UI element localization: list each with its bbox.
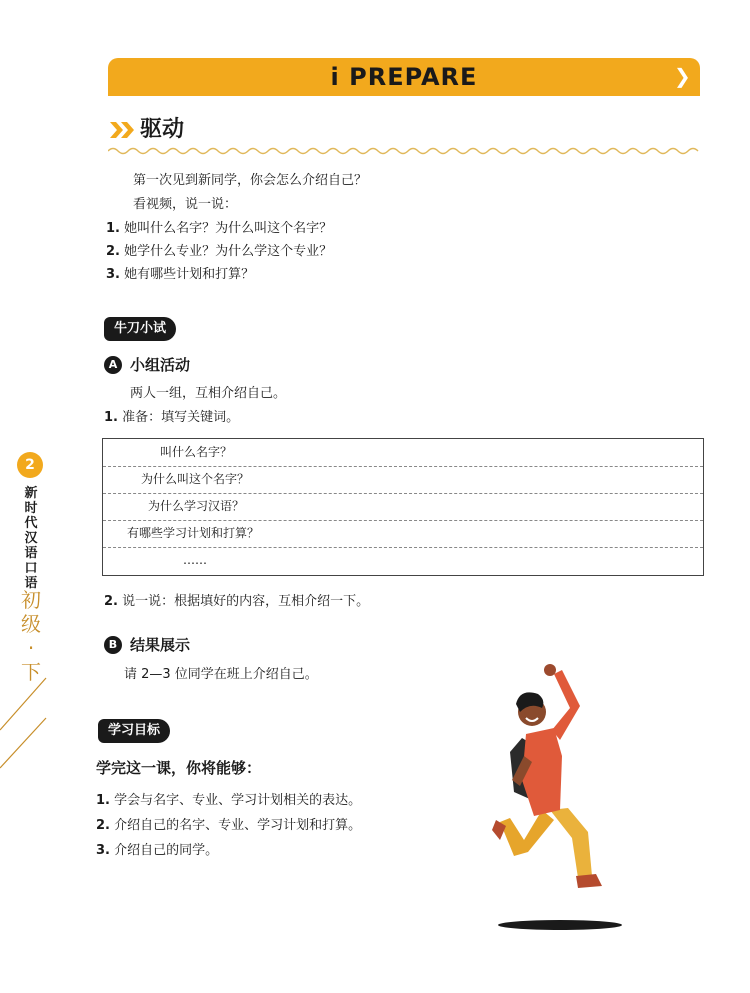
table-cell: 叫什么名字？: [160, 445, 233, 459]
goal-1-num: 1.: [96, 793, 110, 808]
header-title: i PREPARE: [330, 63, 478, 91]
step-1-text: 准备：填写关键词。: [122, 410, 240, 425]
section-title: 驱动: [140, 117, 185, 142]
goals-label: 学习目标: [98, 719, 170, 743]
step-2-num: 2.: [104, 594, 118, 609]
wavy-divider: [108, 146, 700, 156]
trial-label: 牛刀小试: [104, 317, 176, 341]
goal-2-text: 介绍自己的名字、专业、学习计划和打算。: [114, 818, 362, 833]
question-3: [106, 266, 254, 284]
question-2: [106, 243, 332, 261]
step-2: [104, 593, 369, 611]
book-title: 新时代汉语口语: [24, 486, 38, 591]
intro-line-2: 看视频，说一说：: [133, 197, 238, 212]
jumping-student-illustration: [480, 660, 640, 935]
badge-b: B: [104, 636, 122, 654]
table-row: [103, 439, 703, 467]
question-3-num: 3.: [106, 267, 120, 282]
table-cell: 为什么学习汉语？: [148, 499, 245, 513]
goal-1-text: 学会与名字、专业、学习计划相关的表达。: [114, 793, 362, 808]
goal-3: [96, 842, 218, 860]
question-2-num: 2.: [106, 244, 120, 259]
activity-b-title: 结果展示: [130, 636, 191, 654]
table-row: [103, 547, 703, 574]
activity-a-line: 两人一组，互相介绍自己。: [130, 386, 287, 401]
table-row: [103, 493, 703, 521]
question-1-num: 1.: [106, 221, 120, 236]
intro-line-1: 第一次见到新同学，你会怎么介绍自己？: [133, 173, 368, 188]
goal-2: [96, 817, 361, 835]
double-chevron-icon: [110, 118, 136, 142]
activity-a-title: 小组活动: [130, 356, 191, 374]
goal-3-text: 介绍自己的同学。: [114, 843, 219, 858]
table-cell: ……: [183, 553, 207, 567]
table-cell: 有哪些学习计划和打算？: [127, 526, 260, 540]
step-1-num: 1.: [104, 410, 118, 425]
question-1-text: 她叫什么名字？为什么叫这个名字？: [124, 221, 333, 236]
step-2-text: 说一说：根据填好的内容，互相介绍一下。: [122, 594, 370, 609]
page-number-badge: 2: [17, 452, 43, 478]
activity-b-line: 请 2—3 位同学在班上介绍自己。: [124, 667, 318, 682]
table-row: [103, 520, 703, 548]
question-1: [106, 220, 332, 238]
question-2-text: 她学什么专业？为什么学这个专业？: [124, 244, 333, 259]
goal-2-num: 2.: [96, 818, 110, 833]
goal-1: [96, 792, 361, 810]
book-level: 初级·下: [21, 588, 41, 684]
question-3-text: 她有哪些计划和打算？: [124, 267, 255, 282]
side-decorative-lines: [0, 670, 50, 770]
step-1: [104, 409, 239, 427]
chevron-right-icon: ❯: [674, 64, 691, 88]
table-cell: 为什么叫这个名字？: [141, 472, 250, 486]
table-row: [103, 466, 703, 494]
goals-heading: 学完这一课，你将能够：: [96, 759, 262, 777]
keyword-table: [102, 438, 704, 576]
goal-3-num: 3.: [96, 843, 110, 858]
badge-a: A: [104, 356, 122, 374]
